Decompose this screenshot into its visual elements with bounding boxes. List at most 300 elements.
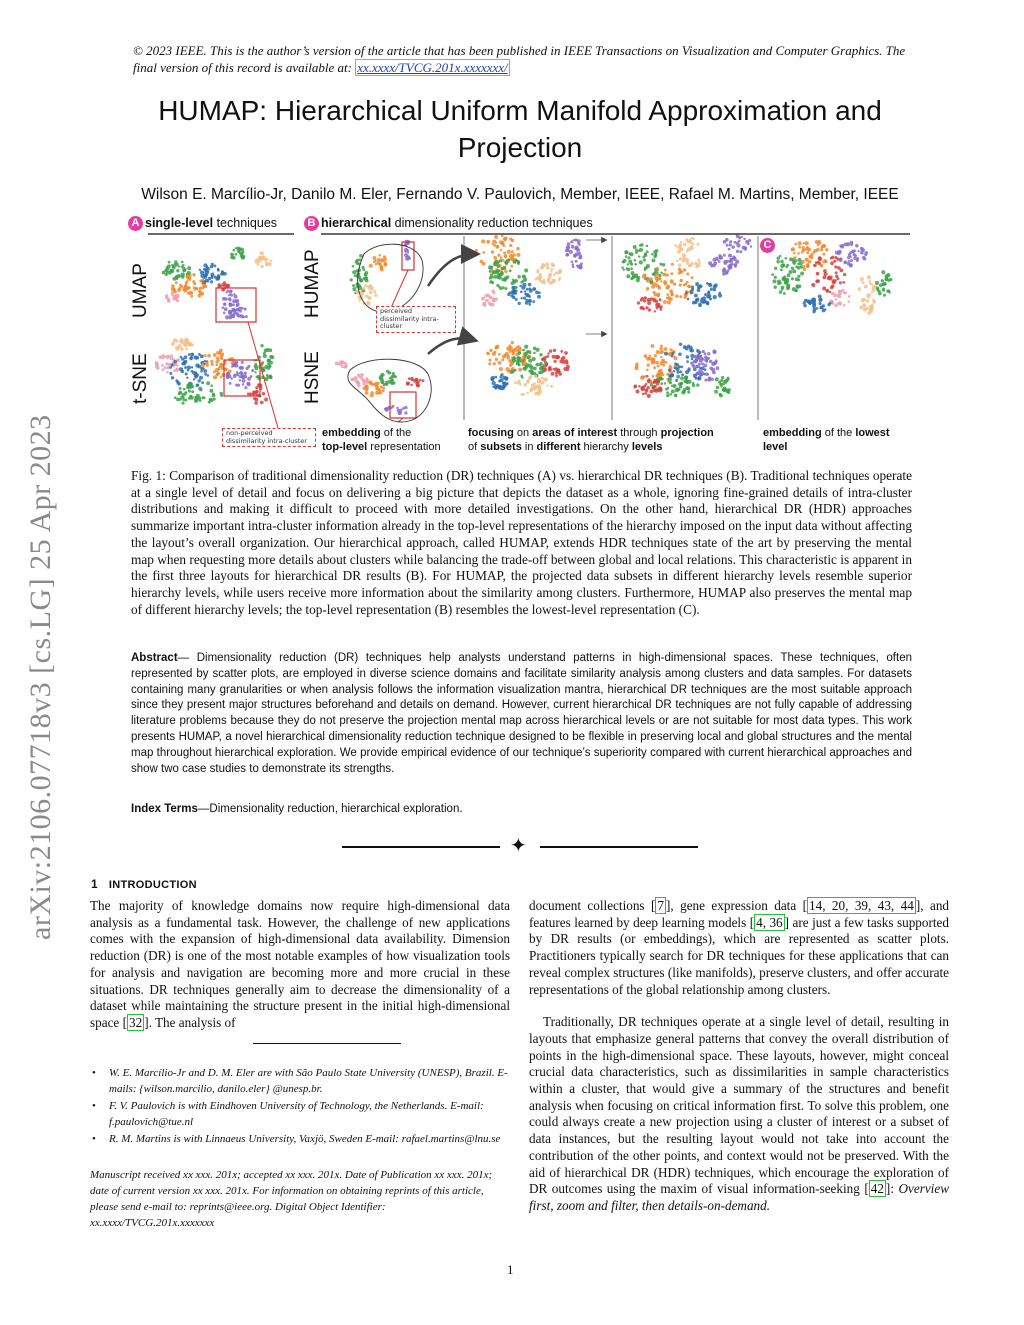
scatter-point <box>676 363 679 366</box>
scatter-point <box>863 307 867 311</box>
scatter-point <box>254 401 258 405</box>
scatter-point <box>513 260 517 264</box>
scatter-point <box>698 261 700 263</box>
scatter-point <box>675 294 678 297</box>
row-label-hsne: HSNE <box>302 351 323 404</box>
scatter-point <box>182 361 186 365</box>
scatter-point <box>648 354 651 357</box>
scatter-point <box>489 349 492 352</box>
scatter-point <box>812 302 816 306</box>
doi-link[interactable]: xx.xxxx/TVCG.201x.xxxxxxx/ <box>357 60 508 75</box>
scatter-point <box>552 264 555 267</box>
scatter-point <box>549 349 552 352</box>
scatter-point <box>201 381 204 384</box>
scatter-point <box>260 251 264 255</box>
scatter-point <box>482 302 486 306</box>
scatter-point <box>198 294 202 298</box>
scatter-point <box>170 354 173 357</box>
scatter-point <box>232 303 235 306</box>
scatter-point <box>482 251 485 254</box>
scatter-point <box>233 293 235 295</box>
citation-link[interactable]: 32 <box>129 1014 143 1030</box>
scatter-point <box>528 359 532 363</box>
intro-paragraph: document collections [ 7 ], gene expression data [ 14, 20, 39, 43, 44 ], and features learned by deep learning models [ 4, 36 ] are just a few tasks supported by DR results (or embeddings), which are represented as scatter plots. Practitioners typically search for DR techniques for these applications that can reveal complex structures (like manifolds), preserve clusters, and offer accurate representations of the global relationship among clusters. <box>529 898 950 997</box>
scatter-point <box>701 362 704 365</box>
scatter-point <box>787 273 791 277</box>
scatter-point <box>719 257 722 260</box>
scatter-point <box>645 389 648 392</box>
scatter-point <box>736 250 739 253</box>
citation-link[interactable]: 4, 36 <box>756 914 783 930</box>
scatter-point <box>487 299 489 301</box>
scatter-point <box>722 272 726 276</box>
scatter-point <box>218 359 220 361</box>
scatter-point <box>802 248 805 251</box>
scatter-point <box>185 372 188 375</box>
scatter-point <box>654 275 658 279</box>
scatter-point <box>162 368 165 371</box>
scatter-point <box>730 264 733 267</box>
scatter-point <box>686 262 689 265</box>
scatter-point <box>659 263 662 266</box>
scatter-point <box>696 372 700 376</box>
scatter-point <box>173 360 177 364</box>
scatter-point <box>352 265 355 268</box>
scatter-point <box>533 387 536 390</box>
scatter-point <box>526 288 529 291</box>
scatter-point <box>636 390 640 394</box>
scatter-point <box>396 407 399 410</box>
scatter-point <box>380 265 384 269</box>
scatter-point <box>165 362 168 365</box>
scatter-point <box>780 264 784 268</box>
scatter-point <box>242 379 246 383</box>
scatter-point <box>655 249 659 253</box>
scatter-point <box>660 280 662 282</box>
scatter-point <box>836 277 839 280</box>
scatter-point <box>226 372 230 376</box>
scatter-point <box>793 252 796 255</box>
scatter-point <box>539 362 542 365</box>
scatter-point <box>835 271 838 274</box>
scatter-point <box>626 274 630 278</box>
row-label-tsne: t-SNE <box>130 353 151 404</box>
scatter-point <box>844 243 848 247</box>
scatter-point <box>704 352 707 355</box>
scatter-point <box>805 241 809 245</box>
scatter-point <box>362 287 365 290</box>
scatter-point <box>243 372 247 376</box>
scatter-point <box>849 264 853 268</box>
scatter-point <box>361 266 364 269</box>
scatter-point <box>500 373 503 376</box>
scatter-point <box>688 285 691 288</box>
scatter-point <box>857 287 861 291</box>
scatter-point <box>525 299 528 302</box>
scatter-point <box>680 365 683 368</box>
scatter-point <box>889 278 892 281</box>
scatter-point <box>213 353 217 357</box>
footnote-item: • R. M. Martins is with Linnaeus University, Vaxjö, Sweden E-mail: rafael.martins@lnu.se <box>90 1131 515 1147</box>
scatter-point <box>176 364 179 367</box>
scatter-point <box>713 361 717 365</box>
scatter-point <box>674 394 678 398</box>
scatter-point <box>666 273 669 276</box>
scatter-point <box>187 292 190 295</box>
scatter-point <box>512 280 516 284</box>
scatter-point <box>850 243 853 246</box>
scatter-point <box>704 378 707 381</box>
scatter-point <box>516 247 520 251</box>
scatter-point <box>528 283 532 287</box>
scatter-point <box>750 245 752 247</box>
scatter-point <box>263 354 267 358</box>
scatter-point <box>181 357 184 360</box>
scatter-point <box>669 348 672 351</box>
scatter-point <box>391 382 394 385</box>
scatter-point <box>842 281 845 284</box>
scatter-point <box>708 283 711 286</box>
scatter-point <box>206 267 210 271</box>
scatter-point <box>183 269 186 272</box>
scatter-point <box>520 297 522 299</box>
scatter-point <box>691 276 694 279</box>
scatter-point <box>520 375 523 378</box>
scatter-point <box>707 357 710 360</box>
scatter-point <box>881 270 885 274</box>
section-divider <box>342 833 698 857</box>
scatter-point <box>199 287 202 290</box>
scatter-point <box>254 371 256 373</box>
scatter-point <box>680 279 683 282</box>
scatter-point <box>221 357 224 360</box>
scatter-point <box>218 366 221 369</box>
scatter-point <box>245 315 248 318</box>
scatter-point <box>664 347 668 351</box>
scatter-point <box>481 239 485 243</box>
scatter-point <box>254 397 258 401</box>
scatter-point <box>704 368 707 371</box>
scatter-point <box>391 378 394 381</box>
scatter-point <box>489 303 492 306</box>
scatter-point <box>223 272 227 276</box>
scatter-point <box>191 390 194 393</box>
scatter-point <box>531 384 535 388</box>
scatter-point <box>518 302 521 305</box>
scatter-point <box>173 369 176 372</box>
scatter-point <box>669 381 672 384</box>
scatter-point <box>374 260 377 263</box>
scatter-point <box>561 357 564 360</box>
scatter-point <box>826 290 829 293</box>
scatter-point <box>524 290 526 292</box>
scatter-point <box>685 258 689 262</box>
scatter-point <box>522 280 525 283</box>
scatter-point <box>260 401 264 405</box>
scatter-point <box>806 265 809 268</box>
scatter-point <box>492 385 494 387</box>
scatter-point <box>656 379 660 383</box>
scatter-point <box>510 265 513 268</box>
scatter-point <box>509 244 512 247</box>
scatter-point <box>526 363 530 367</box>
scatter-point <box>835 298 837 300</box>
scatter-point <box>239 372 242 375</box>
scatter-point <box>364 284 367 287</box>
scatter-point <box>522 349 525 352</box>
scatter-point <box>676 375 680 379</box>
scatter-point <box>707 352 710 355</box>
scatter-point <box>494 262 498 266</box>
scatter-point <box>678 243 682 247</box>
scatter-point <box>183 342 187 346</box>
scatter-point <box>774 276 777 279</box>
scatter-point <box>516 253 520 257</box>
scatter-point <box>384 261 387 264</box>
scatter-point <box>507 250 511 254</box>
scatter-point <box>668 369 671 372</box>
scatter-point <box>500 249 502 251</box>
scatter-point <box>777 256 781 260</box>
scatter-point <box>533 288 536 291</box>
scatter-point <box>816 248 820 252</box>
scatter-point <box>872 286 876 290</box>
scatter-point <box>567 242 571 246</box>
scatter-point <box>545 363 548 366</box>
scatter-point <box>368 381 372 385</box>
header-hierarchical: B hierarchical dimensionality reduction techniques <box>304 216 593 231</box>
scatter-point <box>541 377 544 380</box>
scatter-point <box>794 243 797 246</box>
scatter-point <box>566 246 569 249</box>
scatter-point <box>162 357 165 360</box>
scatter-point <box>502 376 506 380</box>
citation-link[interactable]: 7 <box>657 898 664 913</box>
scatter-point <box>211 363 214 366</box>
scatter-point <box>785 265 788 268</box>
scatter-point <box>663 300 667 304</box>
scatter-point <box>652 282 656 286</box>
scatter-point <box>503 381 507 385</box>
scatter-point <box>254 366 258 370</box>
badge-c: C <box>760 238 775 253</box>
scatter-point <box>175 339 178 342</box>
scatter-point <box>493 362 496 365</box>
scatter-point <box>517 382 520 385</box>
scatter-point <box>666 293 669 296</box>
scatter-point <box>691 286 694 289</box>
scatter-point <box>683 268 687 272</box>
scatter-point <box>827 276 831 280</box>
scatter-point <box>870 310 873 313</box>
scatter-point <box>404 250 407 253</box>
scatter-point <box>626 267 629 270</box>
scatter-point <box>369 291 373 295</box>
scatter-point <box>228 290 232 294</box>
scatter-point <box>524 383 527 386</box>
scatter-point <box>373 256 377 260</box>
scatter-point <box>365 276 368 279</box>
scatter-point <box>682 256 685 259</box>
scatter-point <box>180 396 183 399</box>
scatter-point <box>698 363 701 366</box>
scatter-point <box>695 360 698 363</box>
scatter-point <box>783 292 786 295</box>
scatter-point <box>186 275 190 279</box>
scatter-point <box>194 400 197 403</box>
scatter-point <box>818 302 821 305</box>
scatter-point <box>391 405 394 408</box>
scatter-point <box>817 243 820 246</box>
scatter-point <box>228 311 232 315</box>
scatter-point <box>190 295 193 298</box>
scatter-point <box>499 259 502 262</box>
scatter-point <box>679 295 682 298</box>
scatter-point <box>488 362 491 365</box>
scatter-point <box>239 375 242 378</box>
scatter-point <box>171 376 174 379</box>
scatter-point <box>806 251 809 254</box>
scatter-point <box>839 258 842 261</box>
scatter-point <box>772 279 776 283</box>
scatter-point <box>699 359 703 363</box>
scatter-point <box>831 302 834 305</box>
scatter-point <box>207 280 210 283</box>
scatter-point <box>518 368 522 372</box>
scatter-point <box>813 264 816 267</box>
scatter-point <box>222 306 225 309</box>
scatter-point <box>676 260 679 263</box>
scatter-point <box>185 337 189 341</box>
scatter-point <box>638 385 641 388</box>
scatter-point <box>710 288 713 291</box>
scatter-point <box>678 263 681 266</box>
scatter-point <box>687 298 690 301</box>
scatter-point <box>683 388 686 391</box>
scatter-point <box>171 291 175 295</box>
scatter-point <box>514 348 517 351</box>
scatter-point <box>493 292 496 295</box>
scatter-point <box>688 240 692 244</box>
scatter-point <box>694 294 698 298</box>
scatter-point <box>676 371 679 374</box>
scatter-point <box>824 308 826 310</box>
scatter-point <box>638 255 640 257</box>
scatter-point <box>685 346 689 350</box>
manuscript-info: Manuscript received xx xxx. 201x; accepted xx xxx. 201x. Date of Publication xx xxx. 201x; date of current version xx xxx. 201x. For information on obtaining reprints of this article, please send e-mail to: reprints@ieee.org. Digital Object Identifier: xx.xxxx/TVCG.201x.xxxxxxx <box>90 1169 493 1229</box>
scatter-point <box>191 344 194 347</box>
scatter-point <box>217 269 220 272</box>
scatter-point <box>375 263 377 265</box>
scatter-point <box>490 377 494 381</box>
scatter-point <box>533 352 536 355</box>
scatter-point <box>202 280 206 284</box>
scatter-point <box>176 274 180 278</box>
scatter-point <box>171 342 175 346</box>
scatter-point <box>820 264 824 268</box>
scatter-point <box>506 367 510 371</box>
scatter-point <box>686 387 690 391</box>
scatter-point <box>657 285 660 288</box>
scatter-point <box>419 379 422 382</box>
scatter-point <box>565 359 569 363</box>
scatter-point <box>652 385 656 389</box>
scatter-point <box>517 275 520 278</box>
scatter-point <box>550 270 552 272</box>
scatter-point <box>213 398 216 401</box>
scatter-point <box>187 266 191 270</box>
scatter-point <box>210 273 214 277</box>
scatter-point <box>502 286 505 289</box>
scatter-point <box>868 280 871 283</box>
scatter-point <box>867 293 871 297</box>
scatter-point <box>773 285 777 289</box>
scatter-point <box>514 369 517 372</box>
scatter-point <box>510 294 513 297</box>
scatter-point <box>189 382 193 386</box>
scatter-point <box>553 360 556 363</box>
scatter-point <box>223 303 226 306</box>
copyright-notice <box>133 42 923 76</box>
scatter-point <box>196 384 199 387</box>
scatter-point <box>244 308 247 311</box>
citation-link[interactable]: 42 <box>870 1181 884 1197</box>
scatter-point <box>230 294 233 297</box>
scatter-point <box>665 286 669 290</box>
scatter-point <box>267 366 271 370</box>
scatter-point <box>640 298 643 301</box>
scatter-point <box>185 280 188 283</box>
scatter-point <box>645 306 648 309</box>
scatter-point <box>646 287 650 291</box>
scatter-point <box>798 241 802 245</box>
scatter-point <box>685 292 688 295</box>
scatter-point <box>711 368 715 372</box>
scatter-point <box>546 266 550 270</box>
scatter-point <box>369 264 373 268</box>
scatter-point <box>723 260 726 263</box>
scatter-point <box>202 367 204 369</box>
scatter-point <box>791 267 794 270</box>
citation-link[interactable]: 14, 20, 39, 43, 44 <box>809 898 914 913</box>
section-number: 1 <box>91 877 98 891</box>
scatter-point <box>737 241 740 244</box>
scatter-point <box>656 267 659 270</box>
scatter-point <box>655 300 658 303</box>
scatter-point <box>555 271 558 274</box>
scatter-point <box>366 377 369 380</box>
footnote-rule <box>253 1043 401 1044</box>
scatter-point <box>511 286 515 290</box>
scatter-point <box>185 348 188 351</box>
scatter-point <box>838 289 840 291</box>
scatter-point <box>350 278 353 281</box>
scatter-point <box>658 351 661 354</box>
figure-caption: Fig. 1: Comparison of traditional dimensionality reduction (DR) techniques (A) vs. hierarchical DR techniques (B). Traditional techniques operate at a single level of detail and focus on delivering a big picture that depicts the dataset as a whole, ignoring fine-grained details of intra-cluster distributions and making it difficult to proceed with more detailed investigations. On the other hand, hierarchical DR (HDR) approaches summarize important intra-cluster information already in the top-level representations of the hierarchy imposed on the input data without affecting the layout’s overall organization. Our hierarchical approach, called HUMAP, extends HDR techniques state of the art by preserving the mental map when requesting more details about clusters while balancing the trade-off between global and local relations. This characteristic is apparent in the first three layouts for hierarchical DR results (B). For HUMAP, the projected data subsets in different hierarchy levels resemble superior hierarchy levels, while users receive more information about the similarity among clusters. Furthermore, HUMAP also preserves the mental map of different hierarchy levels; the top-level representation (B) resembles the lowest-level representation (C). <box>131 468 912 617</box>
scatter-point <box>659 307 662 310</box>
scatter-point <box>355 380 358 383</box>
author-list: Wilson E. Marcílio-Jr, Danilo M. Eler, Fernando V. Paulovich, Member, IEEE, Rafael M. Martins, Member, IEEE <box>141 186 899 203</box>
section-heading <box>91 877 197 891</box>
scatter-point <box>510 362 512 364</box>
scatter-point <box>815 261 818 264</box>
scatter-point <box>664 382 666 384</box>
scatter-point <box>530 387 532 389</box>
scatter-point <box>627 263 629 265</box>
scatter-point <box>656 272 659 275</box>
scatter-point <box>653 366 656 369</box>
scatter-point <box>354 274 357 277</box>
